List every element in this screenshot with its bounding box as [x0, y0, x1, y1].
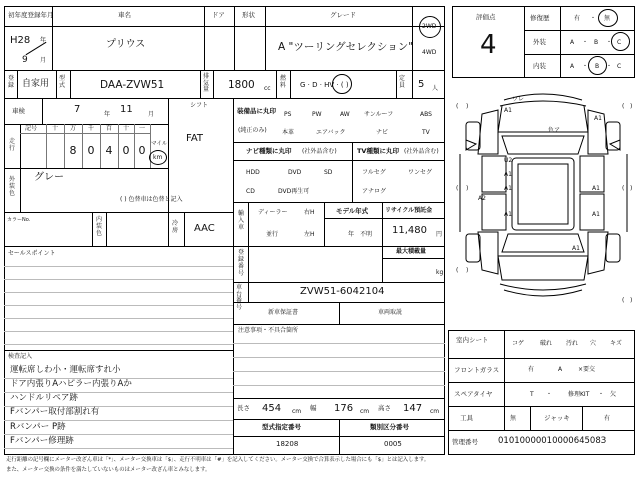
displacement-unit: cc — [264, 85, 271, 92]
car-name-label: 車名 — [118, 11, 131, 19]
odo-head-6: 一 — [139, 125, 146, 132]
equipment-item: ABS — [420, 111, 432, 118]
exterior-color-label: 外装色 — [9, 176, 16, 198]
windshield-opt: 有 — [528, 366, 535, 373]
odo-head-0: 記号 — [25, 125, 38, 132]
diagram-paren: ) — [466, 103, 469, 110]
exterior-grade-opt: ・ — [582, 39, 589, 46]
spare-opt: 欠 — [610, 391, 617, 398]
grade: A "ツーリングセレクション" — [278, 41, 414, 53]
damage-mark: 色ア — [548, 127, 561, 134]
ac-value: AAC — [194, 223, 215, 234]
manual-label: 車両取説 — [378, 309, 403, 316]
exterior-color: グレー — [34, 172, 64, 183]
navi-item: DVD — [288, 169, 302, 176]
navi-item: CD — [246, 188, 255, 195]
capacity-unit: 人 — [432, 85, 439, 92]
tv-item: フルセグ — [362, 169, 386, 176]
category-label: 類別区分番号 — [370, 423, 409, 431]
reg-year-unit: 年 — [40, 37, 47, 44]
max-load-label: 最大積載量 — [396, 248, 427, 255]
ac-label: 冷房 — [172, 220, 179, 235]
damage-mark: A2 — [478, 195, 486, 202]
restoration-opt: 無 — [604, 15, 611, 22]
door-label: ドア — [212, 11, 225, 19]
import-parallel: 並行 — [266, 231, 279, 238]
spare-opt: T — [530, 391, 534, 398]
handle-right: 右H — [304, 209, 315, 216]
score-value: 4 — [480, 30, 497, 60]
tv-item: ワンセグ — [408, 169, 433, 176]
mgmt-label: 管理番号 — [452, 438, 478, 446]
drive-2wd: 2WD — [422, 23, 437, 30]
model: DAA-ZVW51 — [100, 79, 165, 91]
seat-item: キズ — [610, 340, 622, 347]
damage-mark: ワレ — [512, 96, 525, 103]
jack-label: ジャッキ — [544, 414, 570, 422]
equipment-item: PW — [312, 111, 322, 118]
diagram-paren: ( — [622, 185, 625, 192]
odometer-digit: 0 — [87, 144, 95, 157]
seat-item: 破れ — [540, 340, 553, 347]
diagram-paren: ) — [466, 185, 469, 192]
model-label: 型式 — [59, 75, 66, 89]
shape-label: 形状 — [242, 11, 255, 19]
diagram-paren: ( — [456, 267, 459, 274]
color-change-note: ( ) 色替車は色替と記入 — [120, 196, 183, 203]
reg-era-year: H28 — [10, 35, 31, 46]
handle-left: 左H — [304, 231, 315, 238]
grade-label: グレード — [330, 11, 356, 19]
exterior-grade-opt: B — [594, 39, 599, 46]
restoration-selected-circle — [598, 9, 618, 27]
height-label: 高さ — [378, 404, 391, 412]
windshield-label: フロントガラス — [454, 366, 500, 374]
seat-label: 室内シート — [456, 336, 489, 344]
car-outline-svg — [452, 84, 635, 320]
width-value: 176 — [334, 403, 354, 414]
shift-label: シフト — [190, 102, 209, 109]
seat-item: 穴 — [590, 340, 597, 347]
odo-head-1: 十 — [52, 125, 59, 132]
model-year-label: モデル年式 — [336, 207, 369, 215]
damage-mark: A1 — [594, 115, 602, 122]
damage-mark: A1 — [592, 185, 600, 192]
model-year: 年 不明 — [348, 231, 373, 238]
exterior-grade-label: 外装 — [533, 38, 546, 46]
length-value: 454 — [262, 403, 282, 414]
restoration-opt: ・ — [590, 15, 597, 22]
type-designation-label: 型式指定番号 — [262, 423, 301, 431]
spare-opt: 修理KIT — [568, 391, 590, 398]
odometer-digit: 0 — [138, 144, 146, 157]
odo-head-5: 十 — [123, 125, 130, 132]
sales-point-label: セールスポイント — [8, 250, 56, 257]
length-label: 長さ — [237, 404, 250, 412]
inspector-note: ハンドルリペア跡 — [10, 393, 78, 403]
recycle-unit: 円 — [436, 231, 443, 238]
interior-grade-opt: ・ — [606, 63, 613, 70]
width-label: 幅 — [310, 404, 317, 412]
equipment-item: エアバック — [316, 129, 346, 136]
tv-header-sub: (社外品含む) — [404, 148, 439, 155]
navi-item: SD — [324, 169, 333, 176]
spare-opt: ・ — [598, 391, 605, 398]
navi-item: DVD再生可 — [278, 188, 310, 195]
equipment-label: 装備品に丸印 — [237, 107, 276, 115]
interior-grade-opt: B — [595, 63, 600, 70]
odometer-digit: 8 — [69, 144, 77, 157]
seat-item: コゲ — [512, 340, 525, 347]
jack-value: 有 — [604, 415, 611, 422]
score-label: 評価点 — [476, 13, 496, 21]
interior-grade-opt: ・ — [582, 63, 589, 70]
category-value: 0005 — [384, 440, 402, 448]
diagram-paren: ( — [456, 185, 459, 192]
equipment-item: サンルーフ — [364, 111, 394, 118]
inspection-month: 11 — [120, 104, 133, 115]
exterior-grade-opt: ・ — [606, 39, 613, 46]
diagram-paren: ( — [622, 103, 625, 110]
reg-type: 自家用 — [22, 79, 50, 89]
damage-mark: A1 — [592, 211, 600, 218]
height-unit: cm — [430, 408, 440, 415]
car-name: プリウス — [106, 39, 146, 50]
odo-head-4: 百 — [106, 125, 113, 132]
restoration-label: 修復歴 — [530, 14, 550, 22]
height-value: 147 — [403, 403, 423, 414]
damage-mark: A1 — [504, 185, 512, 192]
spare-label: スペアタイヤ — [454, 390, 493, 398]
diagram-paren: ) — [630, 103, 633, 110]
max-load-unit: kg — [436, 269, 444, 276]
windshield-opt: A — [558, 366, 563, 373]
damage-mark: U2 — [504, 157, 513, 164]
damage-mark: A1 — [504, 211, 512, 218]
odometer-label: 走行 — [9, 138, 16, 153]
displacement-label: 排気量 — [203, 73, 210, 94]
capacity-label: 定員 — [399, 75, 406, 89]
recycle-value: 11,480 — [392, 225, 427, 236]
odometer-digit: 4 — [105, 144, 113, 157]
equipment-item: ナビ — [376, 129, 389, 136]
equipment-sub-label: (純正のみ) — [238, 127, 267, 134]
equipment-item: 本革 — [282, 129, 295, 136]
chassis-no: ZVW51-6042104 — [300, 286, 385, 297]
tv-header: TV種類に丸印 — [357, 147, 399, 155]
inspection-year-unit: 年 — [104, 111, 111, 118]
interior-color-label: 内装色 — [96, 216, 103, 238]
capacity: 5 — [418, 79, 425, 90]
equipment-item: PS — [284, 111, 292, 118]
recycle-label: リサイクル預託金 — [385, 207, 433, 214]
inspector-note: Fバンパー修理跡 — [10, 436, 74, 446]
windshield-opt: ×要交 — [578, 366, 596, 373]
import-dealer: ディーラー — [258, 209, 288, 216]
chassis-label: 車台番号 — [236, 284, 243, 311]
interior-selected-circle — [588, 56, 607, 75]
footer-note-2: また、メーター交換の条件を満たしていないものはメーター改ざん車とみなします。 — [6, 467, 211, 473]
reg-month-unit: 月 — [40, 57, 47, 64]
diagram-paren: ) — [630, 297, 633, 304]
length-unit: cm — [292, 408, 302, 415]
interior-grade-opt: A — [570, 63, 575, 70]
inspector-note: ドア内張りAハピラー内張りAか — [10, 379, 132, 389]
color-no-label: カラーNo. — [7, 217, 31, 223]
odometer-unit-km: km — [153, 154, 163, 161]
diagram-paren: ( — [456, 103, 459, 110]
reg-year-label: 初年度登録年月 — [8, 11, 54, 19]
inspector-note: Fバンパー取付部割れ有 — [10, 407, 100, 417]
inspection-month-unit: 月 — [148, 111, 155, 118]
odo-head-2: 万 — [70, 125, 77, 132]
inspector-note: Rバンパー P跡 — [10, 422, 66, 432]
fuel-label: 燃料 — [280, 75, 287, 89]
equipment-item: AW — [340, 111, 350, 118]
interior-grade-opt: C — [617, 63, 622, 70]
displacement: 1800 — [228, 79, 255, 91]
damage-mark: A1 — [504, 107, 512, 114]
inspection-year: 7 — [74, 104, 81, 115]
km-circle — [149, 150, 167, 165]
fuel-options: G · D · HV · ( ) — [300, 81, 349, 89]
odo-head-3: 千 — [88, 125, 95, 132]
odometer-digit: 0 — [122, 144, 130, 157]
seat-item: 汚れ — [566, 340, 579, 347]
width-unit: cm — [360, 408, 370, 415]
inspector-note: 運転席しわ小・運転席すれ小 — [10, 365, 121, 375]
tools-value: 無 — [510, 415, 517, 422]
damage-mark: A1 — [572, 245, 580, 252]
damage-mark: A1 — [504, 171, 512, 178]
diagram-paren: ) — [466, 267, 469, 274]
odometer-unit-mile: マイル — [151, 141, 168, 147]
fuel-selected-circle — [332, 74, 352, 94]
navi-header-sub: (社外品含む) — [302, 148, 337, 155]
tools-label: 工具 — [460, 414, 473, 422]
spare-opt: ・ — [546, 391, 553, 398]
navi-item: HDD — [246, 169, 260, 176]
exterior-grade-opt: A — [570, 39, 575, 46]
reg-type-label: 登録 — [8, 75, 15, 89]
restoration-opt: 有 — [574, 15, 581, 22]
diagram-paren: ( — [622, 297, 625, 304]
new-car-warranty: 新車保証書 — [268, 309, 299, 316]
type-designation-value: 18208 — [276, 440, 299, 448]
reg-month: 9 — [22, 55, 28, 65]
inspection-label: 車検 — [12, 107, 25, 115]
mgmt-no: 0101000001000064508З — [498, 436, 607, 446]
exterior-grade-opt: C — [617, 39, 622, 46]
shift: FAT — [186, 133, 204, 144]
import-label: 輸入車 — [238, 210, 245, 232]
equipment-item: TV — [422, 129, 430, 136]
drive-4wd: 4WD — [422, 49, 437, 56]
exterior-selected-circle — [611, 32, 630, 51]
notes-label: 注意事項・不具合箇所 — [238, 327, 299, 334]
tv-item: アナログ — [362, 188, 387, 195]
navi-header: ナビ種類に丸印 — [246, 147, 292, 155]
reg-number-label: 登録番号 — [238, 249, 245, 277]
footer-note-1: 走行距離の記号欄にメーター改ざん車は「*」、メーター交換車は「$」、走行不明車は「#」を記入してください。メーター交換で合算表示した場合にも「$」とは記入します。 — [6, 457, 430, 463]
inspector-label: 検査記入 — [8, 353, 33, 360]
diagram-paren: ) — [630, 185, 633, 192]
interior-grade-label: 内装 — [533, 62, 546, 70]
